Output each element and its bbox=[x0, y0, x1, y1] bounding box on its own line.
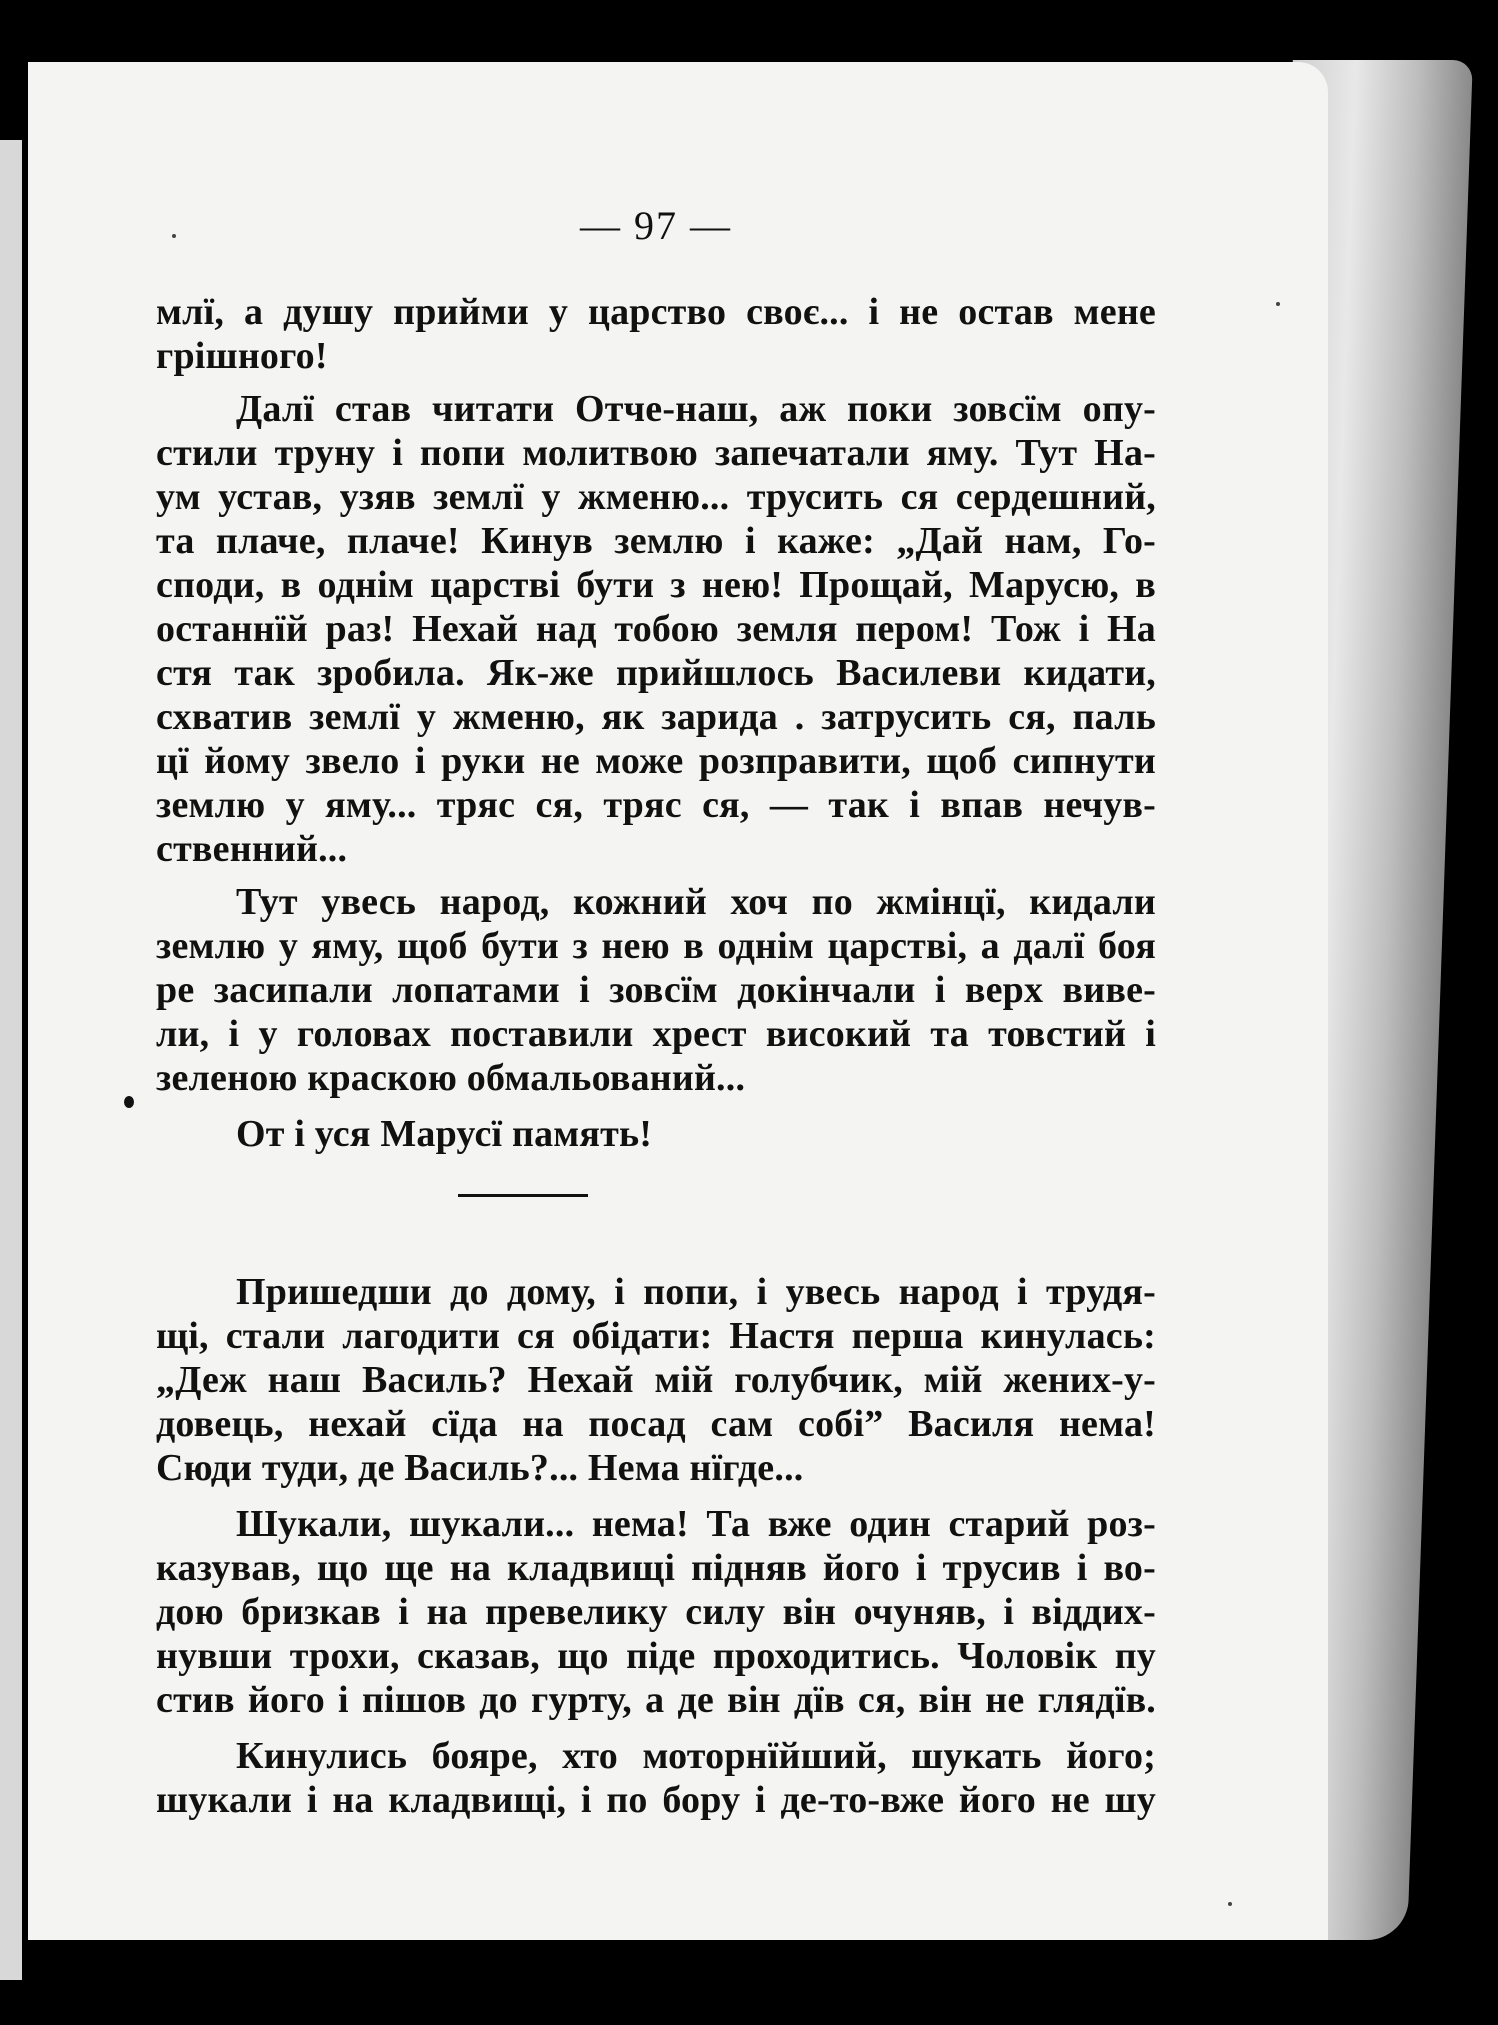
text-line: довець, нехай сїда на посад сам собі” Василя нема! bbox=[156, 1403, 1156, 1445]
text-line: землю у яму... тряс ся, тряс ся, — так і впав нечув- bbox=[156, 784, 1156, 826]
text-line: Шукали, шукали... нема! Та вже один старий роз- bbox=[236, 1503, 1156, 1545]
text-line: дою бризкав і на превелику силу він очуняв, і віддих- bbox=[156, 1591, 1156, 1633]
text-line: цї йому звело і руки не може розправити, щоб сипнути bbox=[156, 740, 1156, 782]
text-line: грішного! bbox=[156, 335, 328, 377]
text-line: ственний... bbox=[156, 828, 348, 870]
text-line: Тут увесь народ, кожний хоч по жмінцї, кидали bbox=[236, 881, 1156, 923]
text-line: споди, в однім царстві бути з нею! Прощай, Марусю, в bbox=[156, 564, 1156, 606]
text-line: стили труну і попи молитвою запечатали яму. Тут На- bbox=[156, 432, 1156, 474]
text-line: „Деж наш Василь? Нехай мій голубчик, мій жених-у- bbox=[156, 1359, 1156, 1401]
text-line: зеленою краскою обмальований... bbox=[156, 1057, 746, 1099]
text-line: ли, і у головах поставили хрест високий та товстий і bbox=[156, 1013, 1156, 1055]
text-line: Сюди туди, де Василь?... Нема нїгде... bbox=[156, 1447, 804, 1489]
text-line: схватив землї у жменю, як зарида . затрусить ся, паль bbox=[156, 696, 1156, 738]
text-line: От і уся Марусї память! bbox=[236, 1113, 653, 1155]
section-divider bbox=[458, 1194, 588, 1197]
text-line: млї, а душу прийми у царство своє... і не остав мене bbox=[156, 291, 1156, 333]
text-line: щі, стали лагодити ся обідати: Настя перша кинулась: bbox=[156, 1315, 1156, 1357]
text-line: казував, що ще на кладвищі підняв його і трусив і во- bbox=[156, 1547, 1156, 1589]
text-line: останнїй раз! Нехай над тобою земля пером! Тож і На bbox=[156, 608, 1156, 650]
text-line: землю у яму, щоб бути з нею в однім царстві, а далї боя bbox=[156, 925, 1156, 967]
margin-mark bbox=[124, 1096, 134, 1108]
text-line: Далї став читати Отче-наш, аж поки зовсїм опу- bbox=[236, 388, 1156, 430]
page-number: — 97 — bbox=[580, 203, 732, 248]
text-line: та плаче, плаче! Кинув землю і каже: „Дай нам, Го- bbox=[156, 520, 1156, 562]
adjacent-page-edge bbox=[0, 140, 22, 1980]
text-line: шукали і на кладвищі, і по бору і де-то-вже його не шу bbox=[156, 1779, 1156, 1821]
text-line: стив його і пішов до гурту, а де він дїв ся, він не глядїв. bbox=[156, 1679, 1156, 1721]
print-speck bbox=[1228, 1902, 1232, 1906]
text-line: стя так зробила. Як-же прийшлось Василеви кидати, bbox=[156, 652, 1156, 694]
text-line: ум устав, узяв землї у жменю... трусить ся сердешний, bbox=[156, 476, 1156, 518]
book-page bbox=[28, 62, 1328, 1940]
print-speck bbox=[1276, 302, 1280, 306]
text-line: нувши трохи, сказав, що піде проходитись. Чоловік пу bbox=[156, 1635, 1156, 1677]
text-line: Кинулись бояре, хто моторнїйший, шукать його; bbox=[236, 1735, 1156, 1777]
text-line: Пришедши до дому, і попи, і увесь народ і трудя- bbox=[236, 1271, 1156, 1313]
text-line: ре засипали лопатами і зовсїм докінчали і верх виве- bbox=[156, 969, 1156, 1011]
